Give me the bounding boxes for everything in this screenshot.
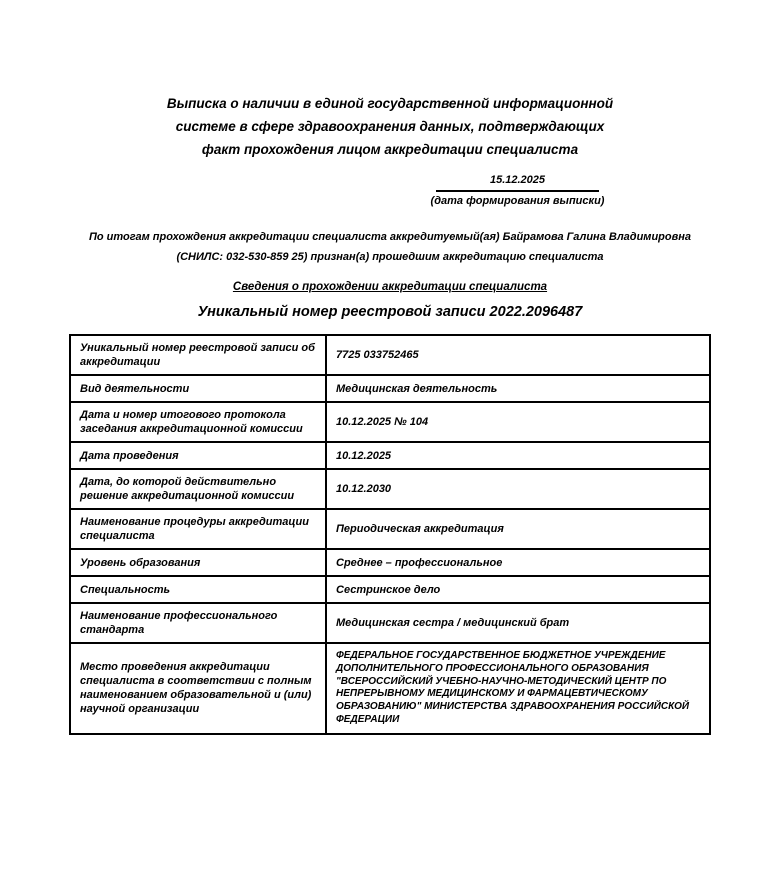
row-label: Наименование профессионального стандарта bbox=[70, 603, 326, 643]
row-value-organization: ФЕДЕРАЛЬНОЕ ГОСУДАРСТВЕННОЕ БЮДЖЕТНОЕ УЧРЕЖДЕНИЕ ДОПОЛНИТЕЛЬНОГО ПРОФЕССИОНАЛЬНОГО ОБРАЗОВАНИЯ "ВСЕРОССИЙСКИЙ УЧЕБНО-НАУЧНО-МЕТОДИЧЕСКИЙ ЦЕНТР ПО НЕПРЕРЫВНОМУ МЕДИЦИНСКОМУ И ФАРМАЦЕВТИЧЕСКОМУ ОБРАЗОВАНИЮ" МИНИСТЕРСТВА ЗДРАВООХРАНЕНИЯ РОССИЙСКОЙ ФЕДЕРАЦИИ bbox=[326, 643, 710, 734]
accreditation-summary-paragraph: По итогам прохождения аккредитации специалиста аккредитуемый(ая) Байрамова Галина Владимировна (СНИЛС: 032-530-859 25) признан(а) прошедшим аккредитацию специалиста bbox=[88, 231, 692, 263]
table-row bbox=[70, 402, 710, 442]
row-value: 10.12.2025 № 104 bbox=[326, 402, 710, 442]
row-value: Периодическая аккредитация bbox=[326, 509, 710, 549]
registry-number-heading: Уникальный номер реестровой записи 2022.2096487 bbox=[197, 304, 583, 320]
table-row bbox=[70, 375, 710, 402]
table-row bbox=[70, 469, 710, 509]
row-value: 10.12.2030 bbox=[326, 469, 710, 509]
row-label: Вид деятельности bbox=[70, 375, 326, 402]
row-label: Дата, до которой действительно решение аккредитационной комиссии bbox=[70, 469, 326, 509]
document-title: Выписка о наличии в единой государственной информационной системе в сфере здравоохранения данных, подтверждающих факт прохождения лицом аккредитации специалиста bbox=[166, 96, 614, 157]
table-row bbox=[70, 549, 710, 576]
row-label: Дата и номер итогового протокола заседания аккредитационной комиссии bbox=[70, 402, 326, 442]
row-value: Среднее – профессиональное bbox=[326, 549, 710, 576]
table-row bbox=[70, 576, 710, 603]
table-row bbox=[70, 442, 710, 469]
row-label: Специальность bbox=[70, 576, 326, 603]
issue-date-caption: (дата формирования выписки) bbox=[430, 195, 605, 207]
row-label: Уникальный номер реестровой записи об аккредитации bbox=[70, 335, 326, 375]
table-row bbox=[70, 603, 710, 643]
table-row bbox=[70, 335, 710, 375]
row-value: 7725 033752465 bbox=[326, 335, 710, 375]
row-value: Медицинская деятельность bbox=[326, 375, 710, 402]
row-value: Сестринское дело bbox=[326, 576, 710, 603]
issue-date-value: 15.12.2025 bbox=[436, 173, 599, 192]
issue-date-block bbox=[430, 173, 605, 208]
accreditation-table bbox=[69, 334, 711, 735]
table-row bbox=[70, 509, 710, 549]
row-label: Дата проведения bbox=[70, 442, 326, 469]
row-label: Уровень образования bbox=[70, 549, 326, 576]
section-heading: Сведения о прохождении аккредитации специалиста bbox=[232, 281, 548, 293]
row-label: Место проведения аккредитации специалиста в соответствии с полным наименованием образовательной и (или) научной организации bbox=[70, 643, 326, 734]
row-label: Наименование процедуры аккредитации специалиста bbox=[70, 509, 326, 549]
table-row bbox=[70, 643, 710, 734]
row-value: 10.12.2025 bbox=[326, 442, 710, 469]
row-value: Медицинская сестра / медицинский брат bbox=[326, 603, 710, 643]
